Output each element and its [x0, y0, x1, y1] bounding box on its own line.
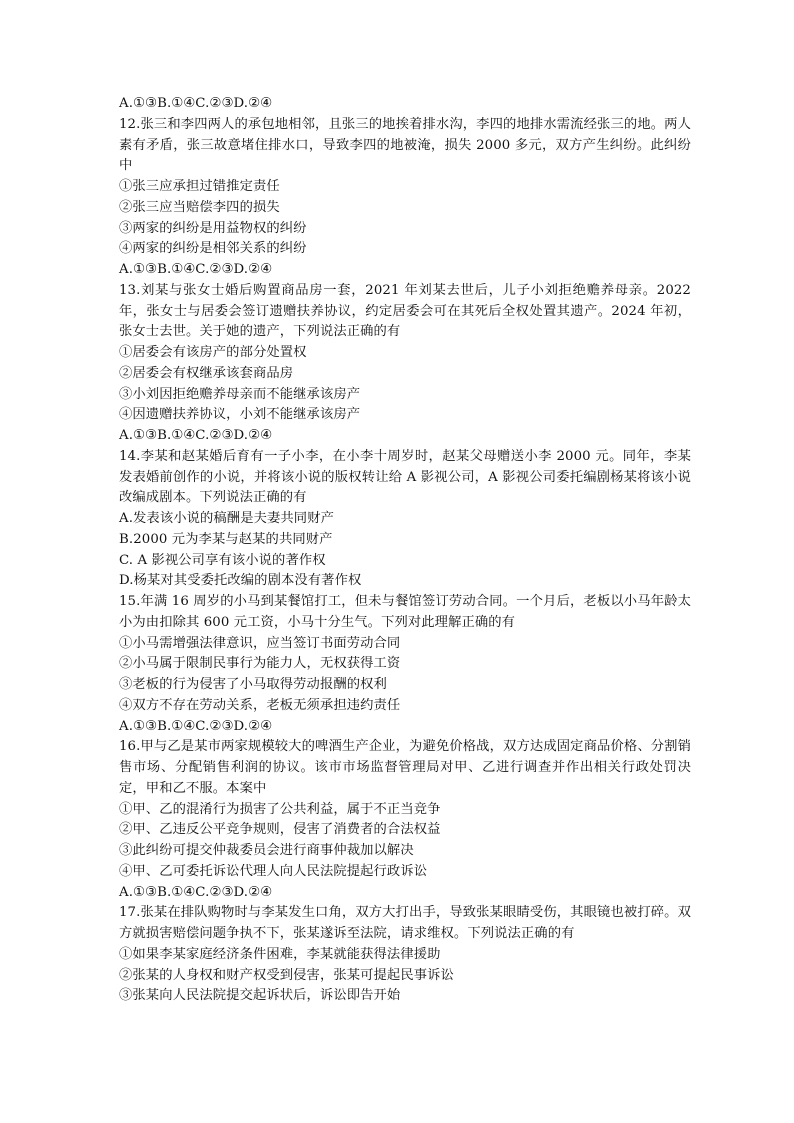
statement-item: ①甲、乙的混淆行为损害了公共利益，属于不正当竞争	[119, 801, 441, 817]
question-17-stem: 17.张某在排队购物时与李某发生口角，双方大打出手，导致张某眼睛受伤，其眼镜也被打碎。双方就损害赔偿问题争执不下，张某遂诉至法院，请求维权。下列说法正确的有	[119, 905, 691, 941]
statement-item: ①居委会有该房产的部分处置权	[119, 345, 307, 360]
question-15-stem: 15.年满 16 周岁的小马到某餐馆打工，但未与餐馆签订劳动合同。一个月后，老板以小马年龄太小为由扣除其 600 元工资，小马十分生气。下列对此理解正确的有	[119, 594, 691, 630]
answer-options: A.①③B.①④C.②③D.②④	[119, 428, 273, 443]
statement-item: ④甲、乙可委托诉讼代理人向人民法院提起行政诉讼	[119, 863, 428, 879]
statement-item: ④因遗赠扶养协议，小刘不能继承该房产	[119, 407, 361, 423]
choice-item: A.发表该小说的稿酬是夫妻共同财产	[119, 511, 334, 526]
question-13-stem: 13.刘某与张女士婚后购置商品房一套，2021 年刘某去世后，儿子小刘拒绝赡养母亲。2022 年，张女士与居委会签订遗赠扶养协议，约定居委会可在其死后全权处置其遗产。2024 年初，张女士去世。关于她的遗产，下列说法正确的有	[119, 282, 691, 340]
choice-item: C. A 影视公司享有该小说的著作权	[119, 552, 326, 568]
question-14-stem: 14.李某和赵某婚后育有一子小李，在小李十周岁时，赵某父母赠送小李 2000 元。同年，李某发表婚前创作的小说，并将该小说的版权转让给 A 影视公司，A 影视公司委托编剧杨某将该小说改编成剧本。下列说法正确的有	[119, 448, 691, 506]
statement-item: ①如果李某家庭经济条件困难，李某就能获得法律援助	[119, 946, 441, 962]
statement-item: ②张某的人身权和财产权受到侵害，张某可提起民事诉讼	[119, 967, 454, 983]
statement-item: ①张三应承担过错推定责任	[119, 179, 280, 194]
statement-item: ③此纠纷可提交仲裁委员会进行商事仲裁加以解决	[119, 843, 414, 858]
statement-item: ③两家的纠纷是用益物权的纠纷	[119, 220, 307, 236]
statement-item: ①小马需增强法律意识，应当签订书面劳动合同	[119, 635, 401, 651]
exam-page	[119, 94, 691, 1007]
answer-options: A.①③B.①④C.②③D.②④	[119, 96, 273, 111]
answer-options: A.①③B.①④C.②③D.②④	[119, 718, 273, 734]
answer-options: A.①③B.①④C.②③D.②④	[119, 262, 273, 277]
choice-item: D.杨某对其受委托改编的剧本没有著作权	[119, 573, 362, 589]
statement-item: ③小刘因拒绝赡养母亲而不能继承该房产	[119, 386, 361, 402]
question-12-stem: 12.张三和李四两人的承包地相邻，且张三的地挨着排水沟，李四的地排水需流经张三的地。两人素有矛盾，张三故意堵住排水口，导致李四的地被淹，损失 2000 多元，双方产生纠纷。此纠纷中	[119, 116, 691, 174]
statement-item: ③老板的行为侵害了小马取得劳动报酬的权利	[119, 677, 387, 692]
statement-item: ④两家的纠纷是相邻关系的纠纷	[119, 241, 307, 257]
answer-options: A.①③B.①④C.②③D.②④	[119, 884, 273, 900]
statement-item: ②张三应当赔偿李四的损失	[119, 199, 280, 215]
statement-item: ②小马属于限制民事行为能力人，无权获得工资	[119, 656, 401, 672]
statement-item: ④双方不存在劳动关系，老板无须承担违约责任	[119, 697, 401, 713]
statement-item: ③张某向人民法院提交起诉状后，诉讼即告开始	[119, 988, 401, 1004]
statement-item: ②甲、乙违反公平竞争规则，侵害了消费者的合法权益	[119, 822, 441, 838]
question-16-stem: 16.甲与乙是某市两家规模较大的啤酒生产企业，为避免价格战，双方达成固定商品价格、分割销售市场、分配销售利润的协议。该市市场监督管理局对甲、乙进行调查并作出相关行政处罚决定，甲和乙不服。本案中	[119, 739, 691, 796]
choice-item: B.2000 元为李某与赵某的共同财产	[119, 531, 333, 547]
statement-item: ②居委会有权继承该套商品房	[119, 365, 294, 381]
